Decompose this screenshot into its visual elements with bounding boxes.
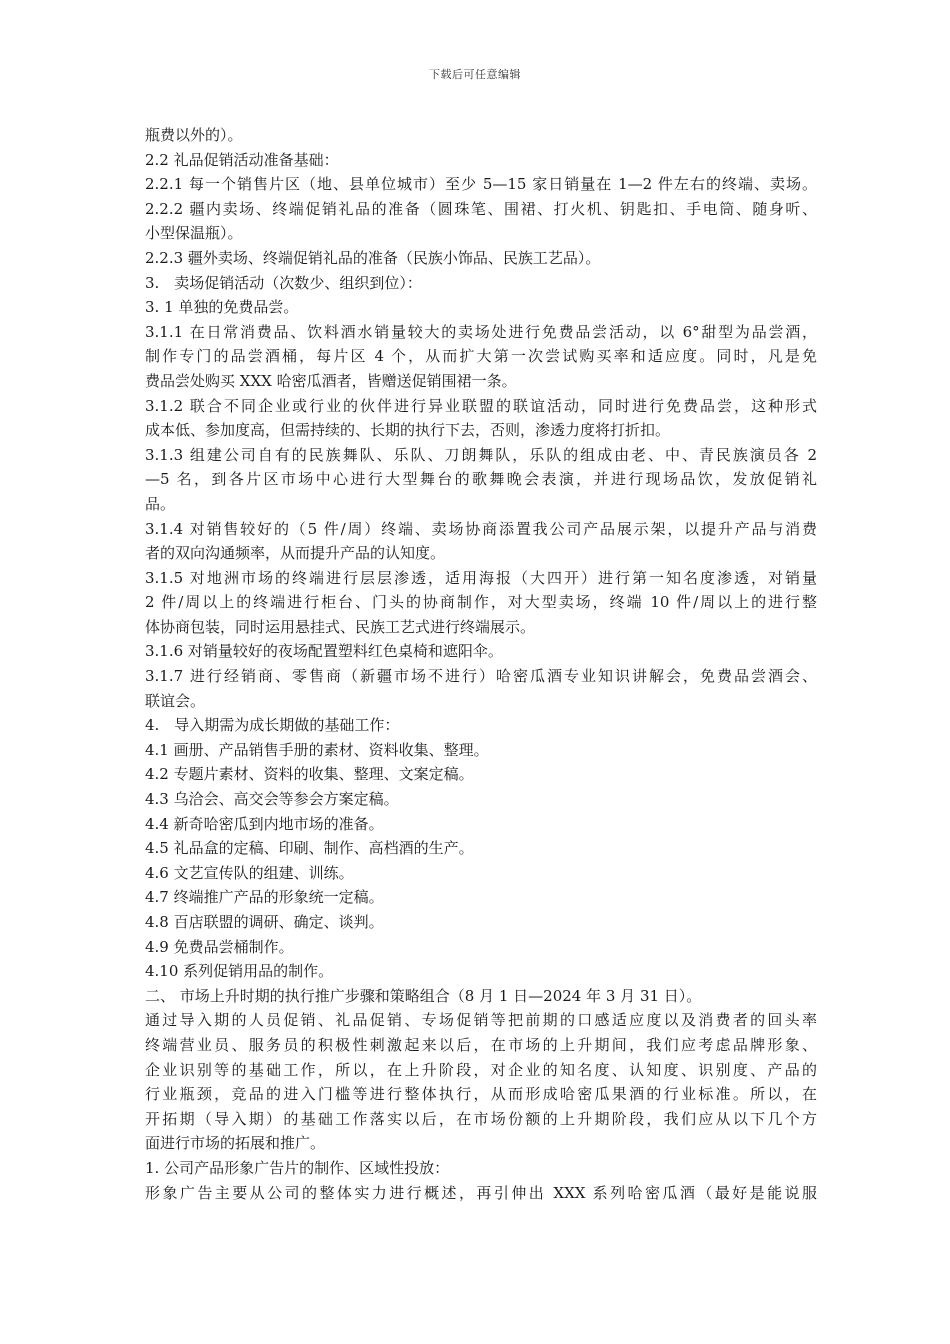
page-header: 下载后可任意编辑 (429, 68, 521, 81)
text-line: 4.3 乌洽会、高交会等参会方案定稿。 (145, 790, 399, 809)
text-line: 4.6 文艺宣传队的组建、训练。 (145, 863, 354, 882)
text-line: 4.8 百店联盟的调研、确定、谈判。 (145, 913, 384, 931)
text-line: 开拓期（导入期）的基础工作落实以后，在市场份额的上升期阶段，我们应从以下几个方 (145, 1109, 817, 1128)
text-line: 2.2.1 每一个销售片区（地、县单位城市）至少 5—15 家日销量在 1—2 件左右的终端、卖场。 (145, 175, 817, 194)
text-line: 瓶费以外的）。 (145, 126, 243, 144)
text-line: 3.1.6 对销量较好的夜场配置塑料红色桌椅和遮阳伞。 (145, 642, 503, 661)
text-line: 4.10 系列促销用品的制作。 (145, 962, 334, 981)
text-line: 2.2.3 疆外卖场、终端促销礼品的准备（民族小饰品、民族工艺品）。 (145, 248, 601, 267)
text-line: 2.2.2 疆内卖场、终端促销礼品的准备（圆珠笔、围裙、打火机、钥匙扣、手电筒、随身听、 (145, 199, 817, 218)
text-line: 4.2 专题片素材、资料的收集、整理、文案定稿。 (145, 765, 474, 784)
text-line: 企业识别等的基础工作，所以，在上升阶段，对企业的知名度、认知度、识别度、产品的 (145, 1060, 817, 1079)
text-line: 3.1.4 对销售较好的（5 件/周）终端、卖场协商添置我公司产品展示架，以提升产品与消费 (145, 519, 817, 538)
text-line: 品。 (145, 494, 176, 513)
text-line: 3. 卖场促销活动（次数少、组织到位）： (145, 273, 422, 292)
text-line: 3.1.5 对地洲市场的终端进行层层渗透，适用海报（大四开）进行第一知名度渗透，对销量 (145, 568, 817, 587)
text-line: 2 件/周以上的终端进行柜台、门头的协商制作，对大型卖场，终端 10 件/周以上的进行整 (145, 593, 817, 612)
text-line: 3.1.3 组建公司自有的民族舞队、乐队、刀朗舞队，乐队的组成由老、中、青民族演员各 2 (145, 445, 817, 464)
text-line: 3. 1 单独的免费品尝。 (145, 298, 299, 317)
text-line: 制作专门的品尝酒桶，每片区 4 个，从而扩大第一次尝试购买率和适应度。同时，凡是免 (145, 347, 817, 366)
text-line: 4.5 礼品盒的定稿、印刷、制作、高档酒的生产。 (145, 839, 474, 858)
text-line: 费品尝处购买 XXX 哈密瓜酒者，皆赠送促销围裙一条。 (145, 371, 517, 390)
text-line: 联谊会。 (145, 691, 206, 710)
text-line: 小型保温瓶）。 (145, 224, 243, 243)
text-line: 形象广告主要从公司的整体实力进行概述，再引伸出 XXX 系列哈密瓜酒（最好是能说服 (145, 1183, 817, 1202)
text-line: 3.1.7 进行经销商、零售商（新疆市场不进行）哈密瓜酒专业知识讲解会，免费品尝酒会、 (145, 667, 817, 686)
text-line: 者的双向沟通频率，从而提升产品的认知度。 (145, 544, 446, 563)
text-line: 4.7 终端推广产品的形象统一定稿。 (145, 888, 384, 907)
text-line: 3.1.2 联合不同企业或行业的伙伴进行异业联盟的联谊活动，同时进行免费品尝，这种形式 (145, 396, 817, 415)
document-body (145, 123, 817, 1205)
text-line: 体协商包装，同时运用悬挂式、民族工艺式进行终端展示。 (145, 617, 536, 636)
text-line: 4.9 免费品尝桶制作。 (145, 937, 294, 956)
text-line: 终端营业员、服务员的积极性刺激起来以后，在市场的上升期间，我们应考虑品牌形象、 (145, 1035, 817, 1054)
text-line: 3.1.1 在日常消费品、饮料酒水销量较大的卖场处进行免费品尝活动，以 6°甜型为品尝酒， (145, 322, 817, 341)
text-line: 4. 导入期需为成长期做的基础工作： (145, 716, 400, 735)
text-line: 通过导入期的人员促销、礼品促销、专场促销等把前期的口感适应度以及消费者的回头率 (145, 1011, 817, 1030)
text-line: —5 名，到各片区市场中心进行大型舞台的歌舞晚会表演，并进行现场品饮，发放促销礼 (145, 470, 817, 489)
text-line: 2.2 礼品促销活动准备基础： (145, 150, 339, 169)
text-line: 4.4 新奇哈密瓜到内地市场的准备。 (145, 814, 384, 833)
text-line: 二、 市场上升时期的执行推广步骤和策略组合（8 月 1 日—2024 年 3 月 31 日）。 (145, 986, 702, 1005)
text-line: 行业瓶颈，竞品的进入门槛等进行整体执行，从而形成哈密瓜果酒的行业标准。所以，在 (145, 1085, 817, 1104)
text-line: 面进行市场的拓展和推广。 (145, 1134, 326, 1153)
text-line: 4.1 画册、产品销售手册的素材、资料收集、整理。 (145, 740, 489, 759)
text-line: 成本低、参加度高，但需持续的、长期的执行下去，否则，渗透力度将打折扣。 (145, 421, 671, 440)
text-line: 1. 公司产品形象广告片的制作、区域性投放： (145, 1158, 450, 1177)
